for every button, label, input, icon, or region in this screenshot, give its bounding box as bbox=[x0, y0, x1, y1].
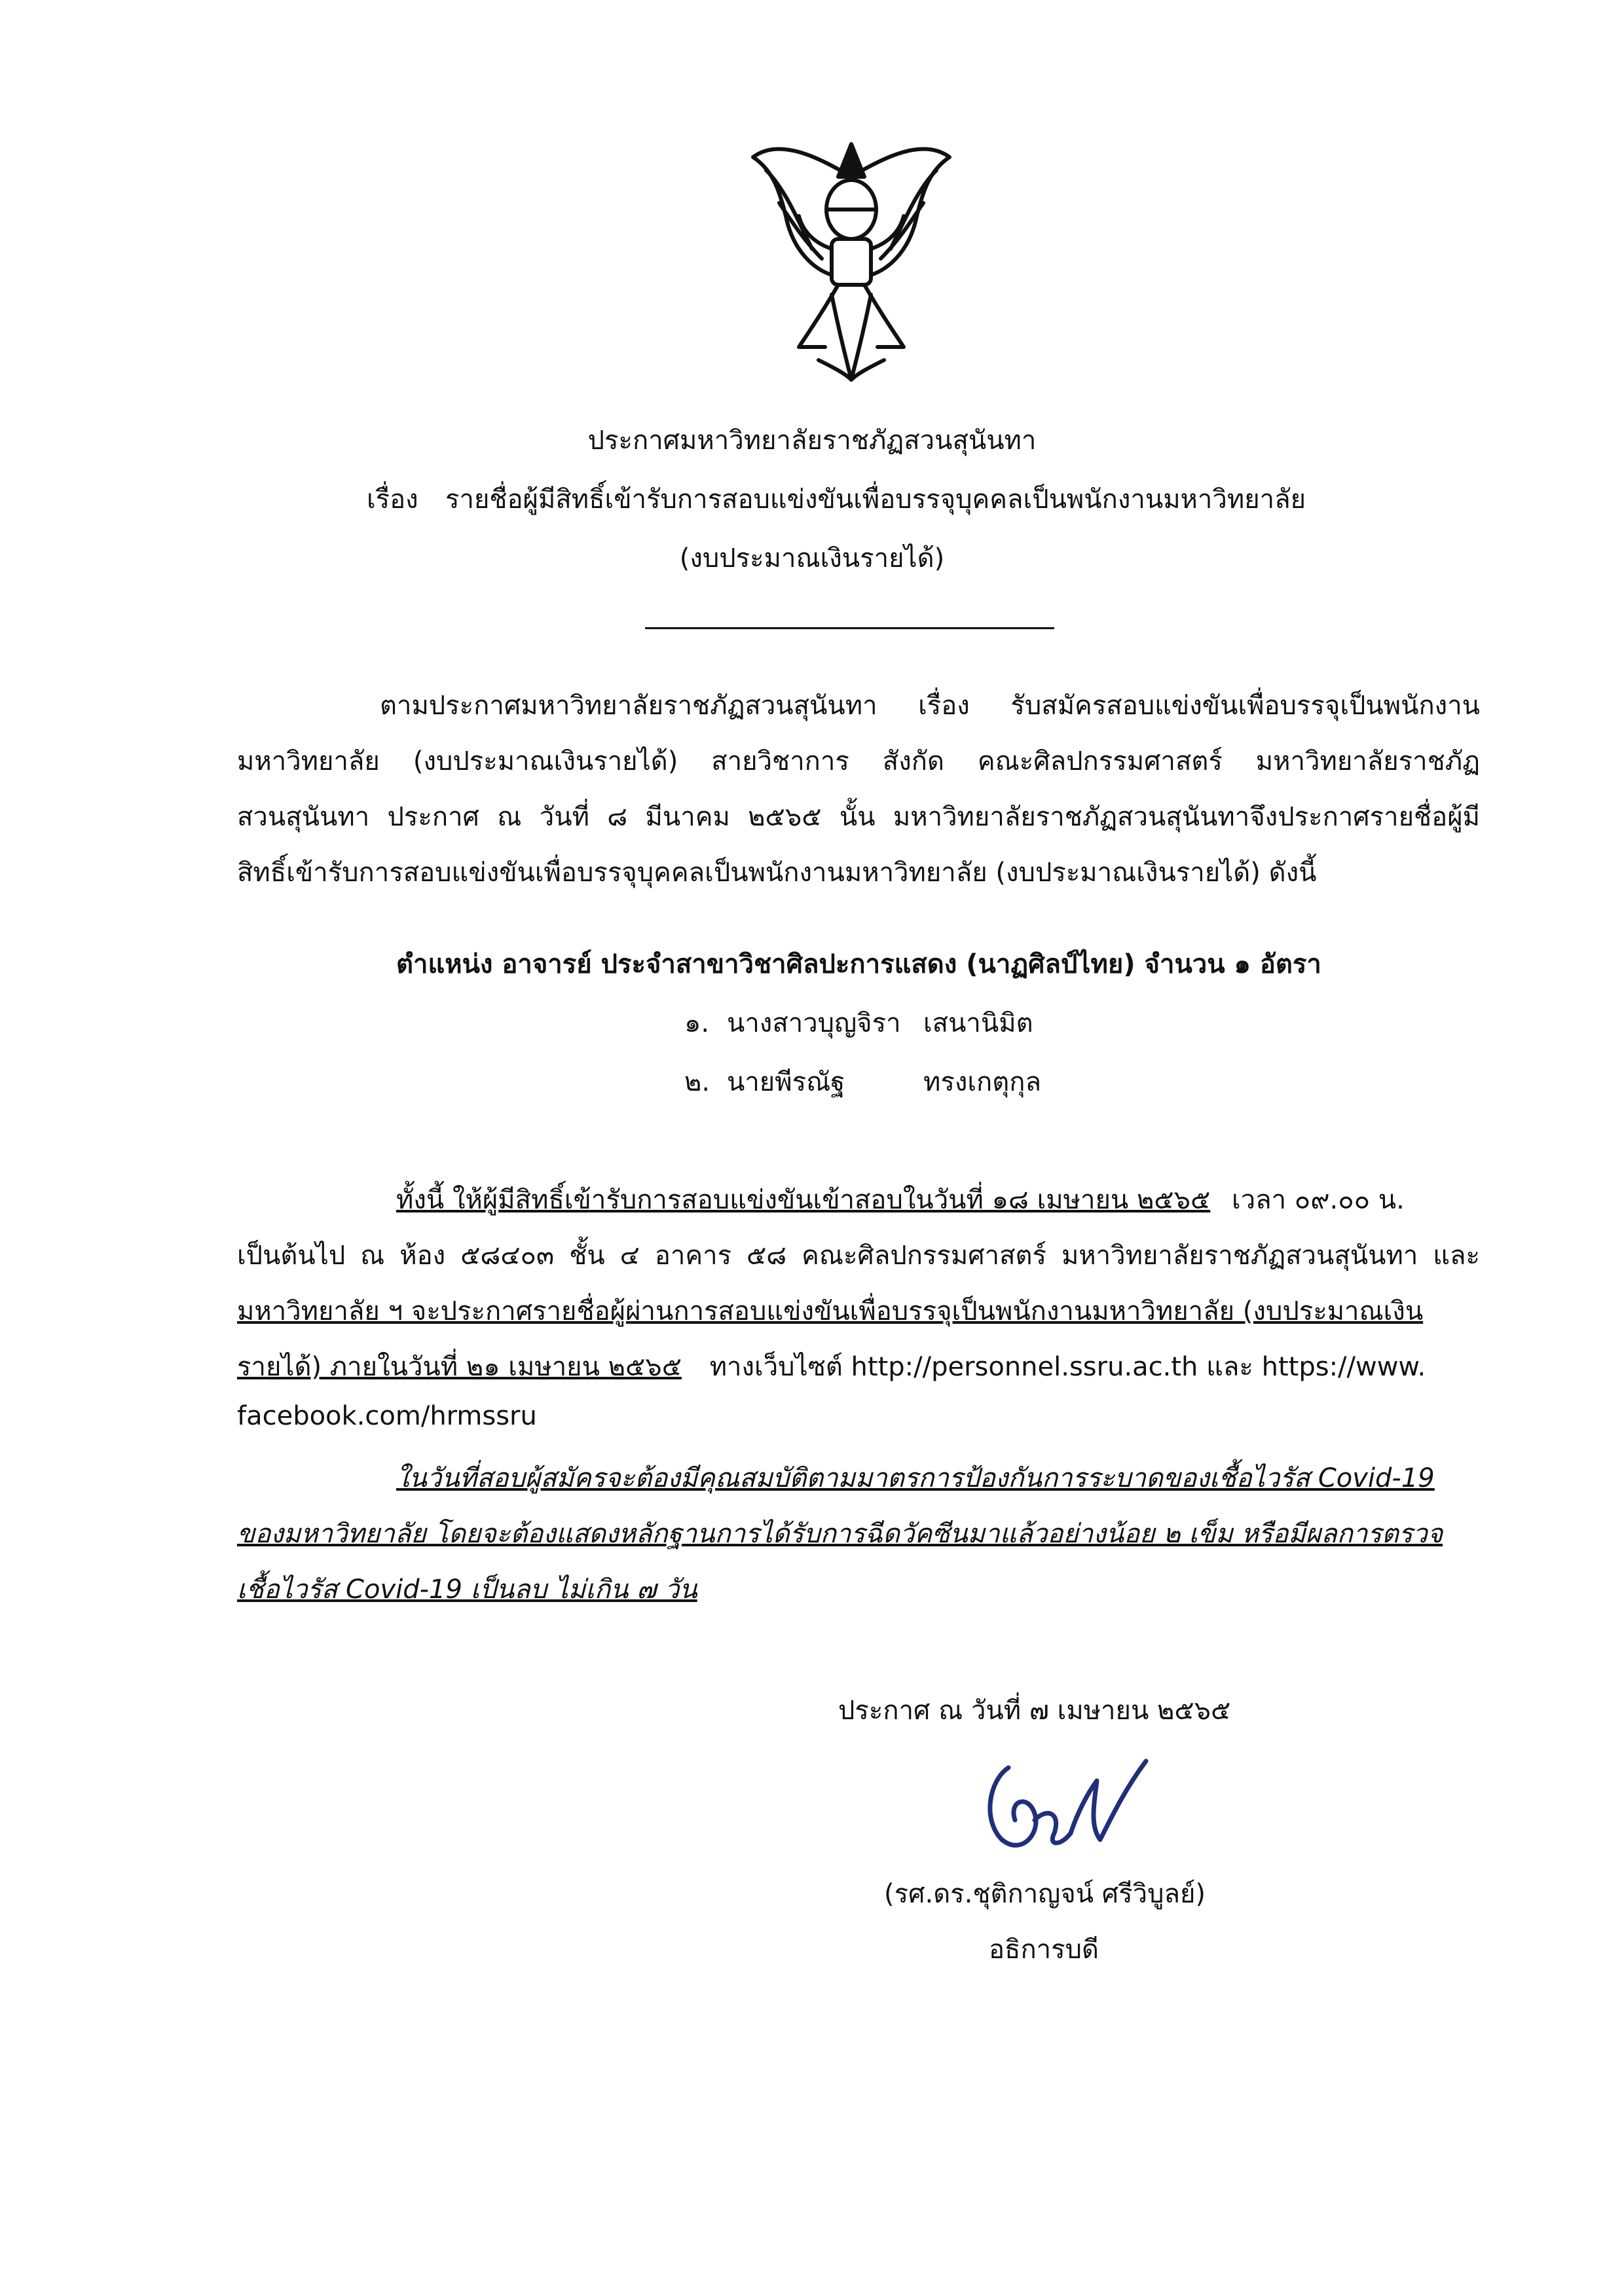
covid-line-3: เชื้อไวรัส Covid-19 เป็นลบ ไม่เกิน ๗ วัน bbox=[237, 1575, 697, 1605]
exam-time: เวลา ๐๙.๐๐ น. bbox=[1231, 1185, 1405, 1215]
exam-date-underlined: ทั้งนี้ ให้ผู้มีสิทธิ์เข้ารับการสอบแข่งขันเข้าสอบในวันที่ ๑๘ เมษายน ๒๕๖๕ bbox=[396, 1185, 1211, 1215]
intro-line-3: สวนสุนันทา ประกาศ ณ วันที่ ๘ มีนาคม ๒๕๖๕ นั้น มหาวิทยาลัยราชภัฏสวนสุนันทาจึงประกาศรายชื่อผู้มี bbox=[237, 802, 1480, 832]
candidate-1-first-name: นางสาวบุญจิรา bbox=[727, 1008, 901, 1038]
position-title: ตำแหน่ง อาจารย์ ประจำสาขาวิชาศิลปะการแสดง (นาฏศิลป์ไทย) จำนวน ๑ อัตรา bbox=[396, 949, 1321, 979]
candidate-2-no: ๒. bbox=[684, 1067, 710, 1097]
candidate-1-no: ๑. bbox=[684, 1008, 710, 1038]
covid-line-2: ของมหาวิทยาลัย โดยจะต้องแสดงหลักฐานการได้รับการฉีดวัคซีนมาแล้วอย่างน้อย ๒ เข็ม หรือมีผลการตรวจ bbox=[237, 1519, 1443, 1549]
results-announcement-line: มหาวิทยาลัย ฯ จะประกาศรายชื่อผู้ผ่านการสอบแข่งขันเพื่อบรรจุเป็นพนักงานมหาวิทยาลัย (งบประมาณเงิน bbox=[237, 1296, 1424, 1326]
candidate-2-last-name: ทรงเกตุกุล bbox=[923, 1067, 1041, 1097]
intro-line-1: ตามประกาศมหาวิทยาลัยราชภัฏสวนสุนันทา เรื่อง รับสมัครสอบแข่งขันเพื่อบรรจุเป็นพนักงาน bbox=[380, 691, 1480, 721]
signatory-name: (รศ.ดร.ชุติกาญจน์ ศรีวิบูลย์) bbox=[884, 1879, 1206, 1909]
website-text: ทางเว็บไซต์ http://personnel.ssru.ac.th และ https://www. bbox=[709, 1352, 1426, 1382]
announcement-title: ประกาศมหาวิทยาลัยราชภัฏสวนสุนันทา bbox=[587, 426, 1037, 456]
candidate-1-last-name: เสนานิมิต bbox=[923, 1008, 1033, 1038]
announce-date: ประกาศ ณ วันที่ ๗ เมษายน ๒๕๖๕ bbox=[838, 1696, 1231, 1726]
signature-icon bbox=[963, 1741, 1159, 1866]
covid-line-1: ในวันที่สอบผู้สมัครจะต้องมีคุณสมบัติตามมาตรการป้องกันการระบาดของเชื้อไวรัส Covid-19 bbox=[396, 1463, 1435, 1493]
exam-date-line bbox=[396, 1178, 1405, 1220]
results-date-underlined: รายได้) ภายในวันที่ ๒๑ เมษายน ๒๕๖๕ bbox=[237, 1352, 682, 1382]
intro-line-2: มหาวิทยาลัย (งบประมาณเงินรายได้) สายวิชาการ สังกัด คณะศิลปกรรมศาสตร์ มหาวิทยาลัยราชภัฏ bbox=[237, 746, 1480, 776]
subject-text: รายชื่อผู้มีสิทธิ์เข้ารับการสอบแข่งขันเพื่อบรรจุบุคคลเป็นพนักงานมหาวิทยาลัย bbox=[445, 484, 1306, 515]
facebook-link-text: facebook.com/hrmssru bbox=[237, 1401, 537, 1431]
exam-location-line: เป็นต้นไป ณ ห้อง ๕๘๔๐๓ ชั้น ๔ อาคาร ๕๘ คณะศิลปกรรมศาสตร์ มหาวิทยาลัยราชภัฏสวนสุนันทา และ bbox=[237, 1241, 1480, 1271]
garuda-emblem-icon bbox=[740, 131, 963, 386]
intro-line-4: สิทธิ์เข้ารับการสอบแข่งขันเพื่อบรรจุบุคคลเป็นพนักงานมหาวิทยาลัย (งบประมาณเงินรายได้) ดังนี้ bbox=[237, 858, 1317, 888]
subject-label: เรื่อง bbox=[367, 484, 418, 515]
signatory-role: อธิการบดี bbox=[989, 1935, 1099, 1965]
results-date-line bbox=[237, 1345, 1426, 1387]
candidate-2-first-name: นายพีรณัฐ bbox=[727, 1067, 845, 1097]
budget-label: (งบประมาณเงินรายได้) bbox=[679, 543, 945, 574]
header-divider bbox=[645, 627, 1054, 629]
